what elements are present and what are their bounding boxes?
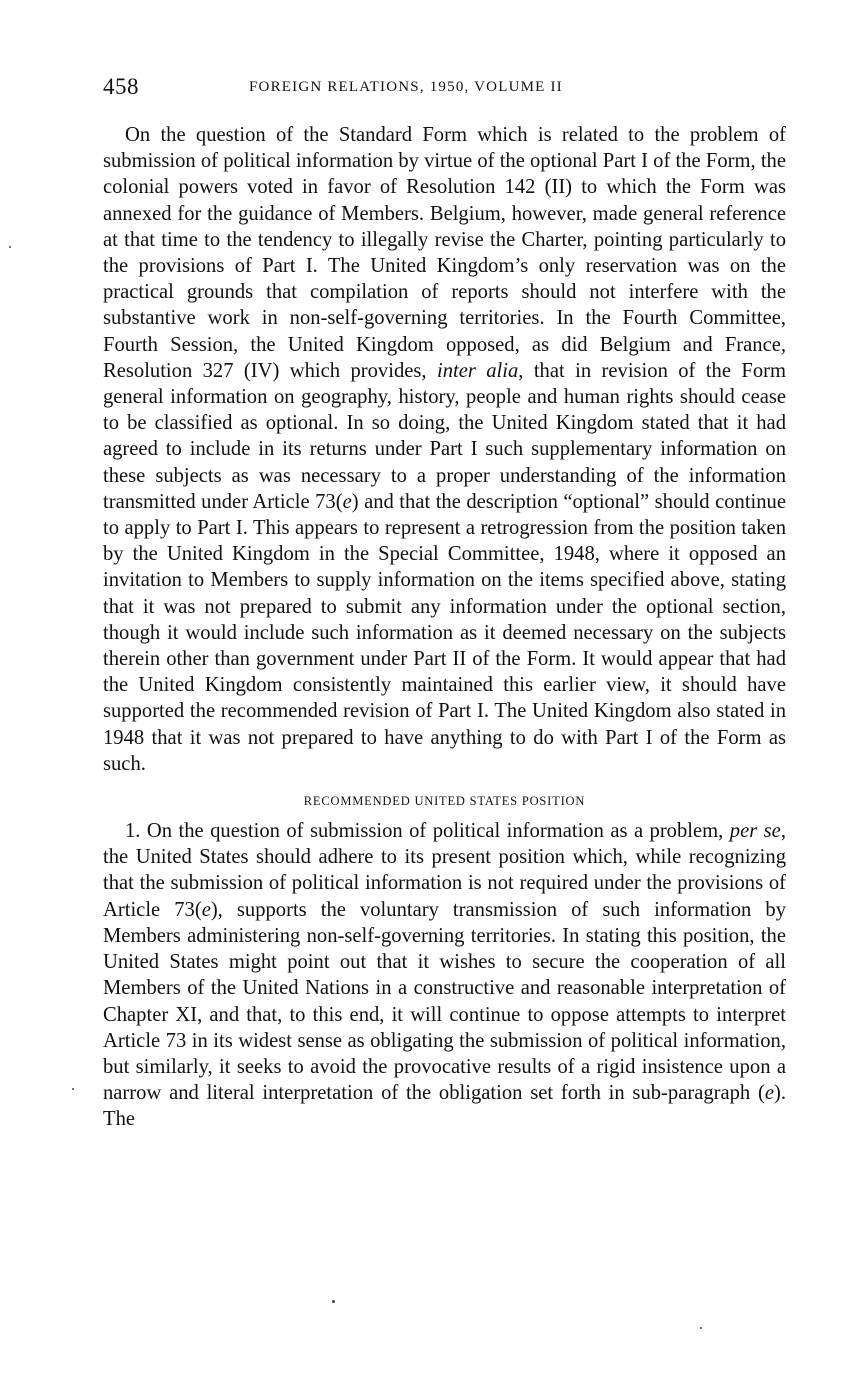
italic-term: e xyxy=(764,1082,774,1105)
body-text xyxy=(103,122,786,1133)
paragraph-text: On the question of the Standard Form which is related to the problem of submission of political information by virtue of the optional Part I of the Form, the colonial powers voted in favor of Resolution 142 (II) to which the Form was annexed for the guidance of Members. Belgium, however, made general reference at that time to the tendency to illegally revise the Charter, pointing particularly to the provisions of Part I. The United Kingdom’s only reservation was on the practical grounds that compilation of reports should not interfere with the substantive work in non-self-governing territories. In the Fourth Committee, Fourth Session, the United Kingdom opposed, as did Belgium and France, Resolution 327 (IV) which provides, xyxy=(103,124,786,382)
page-number: 458 xyxy=(103,74,139,99)
paragraph-text: ). The xyxy=(103,1082,786,1131)
paragraph-text: , that in revision of the Form general information on geography, history, people and human rights should cease to be classified as optional. In so doing, the United Kingdom stated that it had agreed to include in its returns under Part I such supplementary information on these subjects as was necessary to a proper understanding of the information transmitted under Article 73( xyxy=(103,359,786,513)
paragraph-standard-form xyxy=(103,122,786,777)
italic-term: e xyxy=(342,490,352,513)
scan-speck xyxy=(72,1088,74,1090)
italic-term: inter alia xyxy=(436,359,519,382)
italic-term: e xyxy=(201,898,211,921)
scan-speck xyxy=(332,1300,335,1303)
paragraph-recommended-position xyxy=(103,818,786,1132)
paragraph-text: 1. On the question of submission of political information as a problem, xyxy=(125,820,724,843)
page-header xyxy=(103,74,786,104)
paragraph-text: ), supports the voluntary transmission of such information by Members administering non-self-governing territories. In stating this position, the United States might point out that it wishes to secure the cooperation of all Members of the United Nations in a constructive and reasonable interpretation of Chapter XI, and that, to this end, it will continue to oppose attempts to interpret Article 73 in its widest sense as obligating the submission of political information, but similarly, it seeks to avoid the provocative results of a rigid insistence upon a narrow and literal interpretation of the obligation set forth in sub-paragraph ( xyxy=(103,898,786,1105)
paragraph-text: ) and that the description “optional” should continue to apply to Part I. This appears to represent a retrogression from the position taken by the United Kingdom in the Special Committee, 1948, where it opposed an invitation to Members to supply information on the items specified above, stating that it was not prepared to submit any information under the optional section, though it would include such information as it deemed necessary on the subjects therein other than government under Part II of the Form. It would appear that had the United Kingdom consistently maintained this earlier view, it should have supported the recommended revision of Part I. The United Kingdom also stated in 1948 that it was not prepared to have anything to do with Part I of the Form as such. xyxy=(103,490,786,775)
scan-speck xyxy=(9,246,11,248)
scan-speck xyxy=(700,1327,702,1329)
italic-term: per se xyxy=(729,820,781,843)
section-heading: RECOMMENDED UNITED STATES POSITION xyxy=(303,794,586,809)
running-head: FOREIGN RELATIONS, 1950, VOLUME II xyxy=(249,79,563,95)
paragraph-text: , the United States should adhere to its present position which, while recognizing that the submission of political information is not required under the provisions of Article 73( xyxy=(103,820,786,921)
